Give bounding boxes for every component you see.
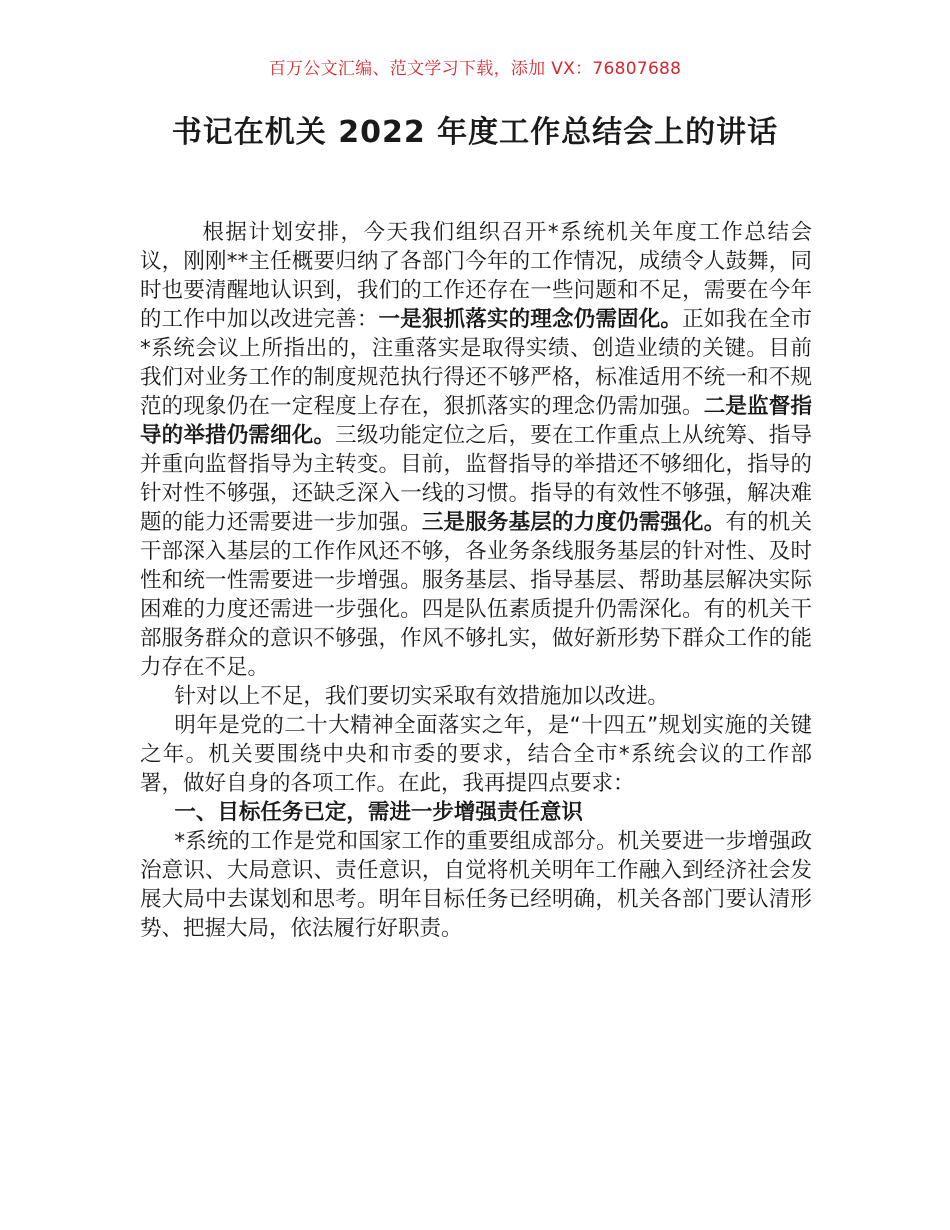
point-3-bold: 三是服务基层的力度仍需强化。 [421,510,726,535]
para1-text-1: 根据计划安排，今天我们组织召开*系统机关年度工作总结会议，刚刚**主任概要归纳了各部门今年的工作情况，成绩令人鼓舞，同时也要清醒地认识到，我们的工作还存在一些问题和不足，需要在今年的工作中加以改进完善： [140,220,812,332]
para1-text-2: 正如我在全市*系统会议上所指出的，注重落实是取得实绩、创造业绩的关键。目前我们对业务工作的制度规范执行得还不够严格，标准适用不统一和不规范的现象仍在一定程度上存在，狠抓落实的理念仍需加强。 [140,307,812,419]
paragraph-2: 针对以上不足，我们要切实采取有效措施加以改进。 [174,684,669,709]
point-2-bold: 二是监督指导的举措仍需细化。 [140,394,812,448]
paragraph-3: 明年是党的二十大精神全面落实之年，是“十四五”规划实施的关键之年。机关要围绕中央和市委的要求，结合全市*系统会议的工作部署，做好自身的各项工作。在此，我再提四点要求： [140,713,812,796]
page-title: 书记在机关 2022 年度工作总结会上的讲话 [171,115,779,150]
para1-text-4: 有的机关干部深入基层的工作作风还不够，各业务条线服务基层的针对性、及时性和统一性需要进一步增强。服务基层、指导基层、帮助基层解决实际困难的力度还需进一步强化。四是队伍素质提升仍需深化。有的机关干部服务群众的意识不够强，作风不够扎实，做好新形势下群众工作的能力存在不足。 [140,510,812,680]
point-1-bold: 一是狠抓落实的理念仍需固化。 [378,307,683,332]
section-heading-1: 一、目标任务已定，需进一步增强责任意识 [174,800,583,825]
document-body [140,218,812,943]
paragraph-1 [140,218,812,682]
paragraph-4: *系统的工作是党和国家工作的重要组成部分。机关要进一步增强政治意识、大局意识、责任意识，自觉将机关明年工作融入到经济社会发展大局中去谋划和思考。明年目标任务已经明确，机关各部门要认清形势、把握大局，依法履行好职责。 [140,829,812,941]
para1-text-3: 三级功能定位之后，要在工作重点上从统筹、指导并重向监督指导为主转变。目前，监督指导的举措还不够细化，指导的针对性不够强，还缺乏深入一线的习惯。指导的有效性不够强，解决难题的能力还需要进一步加强。 [140,423,812,535]
watermark-header: 百万公文汇编、范文学习下载，添加 VX：76807688 [268,59,682,79]
